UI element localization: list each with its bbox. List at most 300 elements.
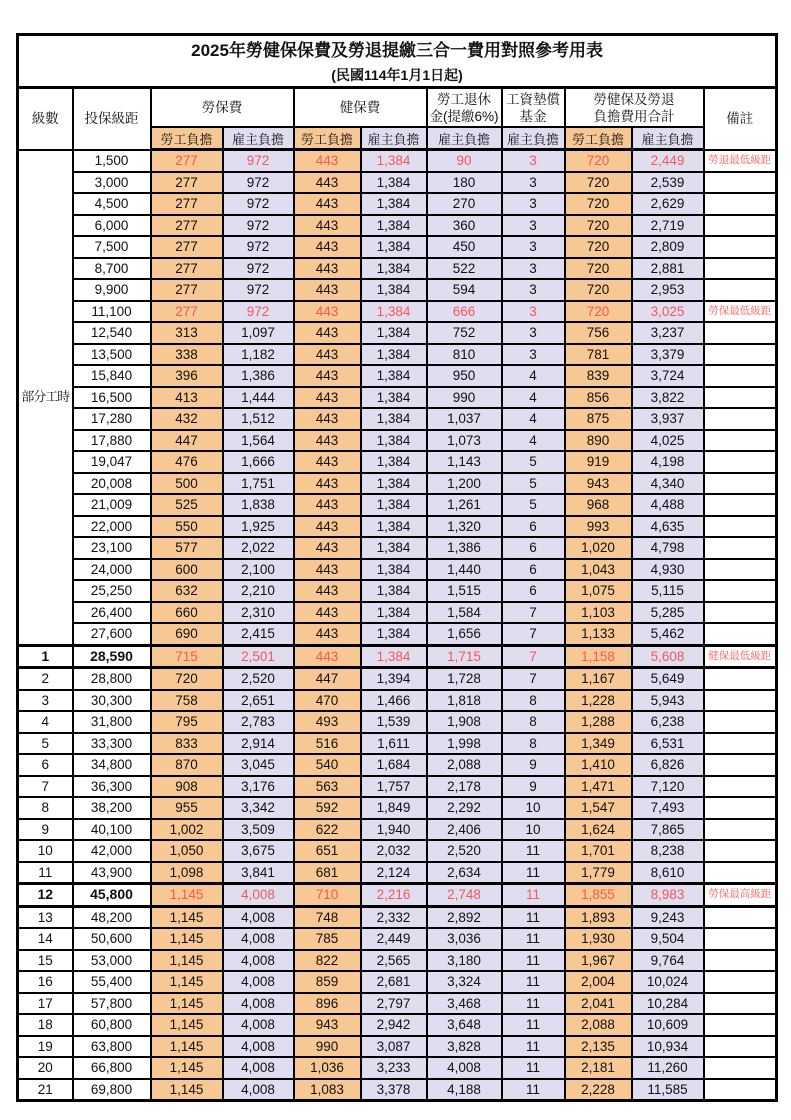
wage-fund-employer-cell: 11 xyxy=(502,884,565,907)
pension-label-line2: 金(提繳6%) xyxy=(429,108,499,124)
total-employer-cell: 5,462 xyxy=(632,623,704,645)
wage-fund-employer-cell: 7 xyxy=(502,602,565,624)
table-row xyxy=(18,236,777,258)
labor-employee-cell: 1,098 xyxy=(151,862,223,884)
pension-employer-cell: 1,584 xyxy=(427,602,502,624)
labor-employee-cell: 690 xyxy=(151,623,223,645)
total-employee-cell: 993 xyxy=(565,516,632,538)
pension-employer-cell: 2,748 xyxy=(427,884,502,907)
health-employer-cell: 2,565 xyxy=(361,950,427,972)
health-employee-cell: 443 xyxy=(294,623,361,645)
subheader-pension-employer: 雇主負擔 xyxy=(427,127,502,150)
remark-cell xyxy=(704,840,777,862)
remark-cell xyxy=(704,1057,777,1079)
table-row xyxy=(18,928,777,950)
remark-cell xyxy=(704,623,777,645)
wage-fund-label-line1: 工資墊償 xyxy=(506,91,560,107)
total-label-line1: 勞健保及勞退 xyxy=(593,91,675,107)
table-row xyxy=(18,279,777,301)
level-cell: 9 xyxy=(18,819,73,841)
level-cell: 11 xyxy=(18,862,73,884)
labor-employer-cell: 1,444 xyxy=(223,387,294,409)
remark-cell xyxy=(704,451,777,473)
bracket-cell: 9,900 xyxy=(73,279,151,301)
wage-fund-employer-cell: 4 xyxy=(502,430,565,452)
health-employer-cell: 2,032 xyxy=(361,840,427,862)
total-employer-cell: 10,934 xyxy=(632,1036,704,1058)
wage-fund-employer-cell: 11 xyxy=(502,950,565,972)
health-employer-cell: 1,384 xyxy=(361,516,427,538)
total-employer-cell: 4,025 xyxy=(632,430,704,452)
total-employer-cell: 5,285 xyxy=(632,602,704,624)
remark-cell xyxy=(704,1036,777,1058)
remark-cell xyxy=(704,193,777,215)
total-employee-cell: 1,228 xyxy=(565,690,632,712)
total-employer-cell: 4,798 xyxy=(632,537,704,559)
labor-employer-cell: 3,841 xyxy=(223,862,294,884)
health-employer-cell: 2,797 xyxy=(361,993,427,1015)
health-employer-cell: 1,940 xyxy=(361,819,427,841)
pension-employer-cell: 2,406 xyxy=(427,819,502,841)
total-employer-cell: 2,953 xyxy=(632,279,704,301)
table-row xyxy=(18,322,777,344)
labor-employee-cell: 1,145 xyxy=(151,906,223,928)
remark-cell xyxy=(704,322,777,344)
bracket-cell: 33,300 xyxy=(73,733,151,755)
remark-cell xyxy=(704,950,777,972)
total-employer-cell: 2,449 xyxy=(632,150,704,172)
level-cell: 7 xyxy=(18,776,73,798)
labor-employer-cell: 2,520 xyxy=(223,668,294,690)
labor-employee-cell: 277 xyxy=(151,193,223,215)
labor-employee-cell: 338 xyxy=(151,344,223,366)
wage-fund-employer-cell: 7 xyxy=(502,623,565,645)
remark-cell: 勞退最低級距 xyxy=(704,150,777,172)
pension-employer-cell: 270 xyxy=(427,193,502,215)
bracket-cell: 8,700 xyxy=(73,258,151,280)
bracket-cell: 25,250 xyxy=(73,580,151,602)
bracket-cell: 20,008 xyxy=(73,473,151,495)
pension-employer-cell: 1,143 xyxy=(427,451,502,473)
subheader-total-employer: 雇主負擔 xyxy=(632,127,704,150)
bracket-cell: 43,900 xyxy=(73,862,151,884)
total-employee-cell: 856 xyxy=(565,387,632,409)
labor-employee-cell: 277 xyxy=(151,172,223,194)
pension-employer-cell: 522 xyxy=(427,258,502,280)
total-employer-cell: 6,531 xyxy=(632,733,704,755)
labor-employer-cell: 3,176 xyxy=(223,776,294,798)
wage-fund-employer-cell: 3 xyxy=(502,172,565,194)
pension-employer-cell: 3,036 xyxy=(427,928,502,950)
labor-employer-cell: 3,045 xyxy=(223,754,294,776)
table-row xyxy=(18,819,777,841)
total-employee-cell: 1,701 xyxy=(565,840,632,862)
pension-employer-cell: 90 xyxy=(427,150,502,172)
level-cell: 10 xyxy=(18,840,73,862)
total-employer-cell: 7,493 xyxy=(632,797,704,819)
health-employee-cell: 443 xyxy=(294,494,361,516)
labor-employer-cell: 4,008 xyxy=(223,884,294,907)
bracket-cell: 57,800 xyxy=(73,993,151,1015)
labor-employer-cell: 1,666 xyxy=(223,451,294,473)
health-employee-cell: 1,083 xyxy=(294,1079,361,1101)
total-employee-cell: 1,471 xyxy=(565,776,632,798)
labor-employer-cell: 2,415 xyxy=(223,623,294,645)
remark-cell xyxy=(704,711,777,733)
health-employee-cell: 896 xyxy=(294,993,361,1015)
table-row xyxy=(18,623,777,645)
health-employee-cell: 443 xyxy=(294,516,361,538)
pension-employer-cell: 4,008 xyxy=(427,1057,502,1079)
total-employee-cell: 720 xyxy=(565,172,632,194)
health-employer-cell: 1,539 xyxy=(361,711,427,733)
labor-employer-cell: 2,783 xyxy=(223,711,294,733)
wage-fund-employer-cell: 11 xyxy=(502,993,565,1015)
health-employer-cell: 1,384 xyxy=(361,387,427,409)
labor-employee-cell: 908 xyxy=(151,776,223,798)
labor-employee-cell: 476 xyxy=(151,451,223,473)
labor-employer-cell: 1,097 xyxy=(223,322,294,344)
pension-employer-cell: 666 xyxy=(427,301,502,323)
total-employee-cell: 968 xyxy=(565,494,632,516)
labor-employer-cell: 3,509 xyxy=(223,819,294,841)
health-employee-cell: 470 xyxy=(294,690,361,712)
wage-fund-employer-cell: 6 xyxy=(502,580,565,602)
wage-fund-employer-cell: 5 xyxy=(502,451,565,473)
labor-employer-cell: 972 xyxy=(223,301,294,323)
wage-fund-employer-cell: 5 xyxy=(502,494,565,516)
total-employee-cell: 1,043 xyxy=(565,559,632,581)
health-employer-cell: 1,466 xyxy=(361,690,427,712)
labor-employee-cell: 277 xyxy=(151,301,223,323)
health-employer-cell: 1,384 xyxy=(361,494,427,516)
total-employee-cell: 1,158 xyxy=(565,645,632,668)
pension-employer-cell: 810 xyxy=(427,344,502,366)
total-employer-cell: 10,284 xyxy=(632,993,704,1015)
health-employer-cell: 1,384 xyxy=(361,602,427,624)
total-employer-cell: 11,260 xyxy=(632,1057,704,1079)
wage-fund-employer-cell: 4 xyxy=(502,387,565,409)
col-header-remark: 備註 xyxy=(704,88,777,150)
total-employee-cell: 2,088 xyxy=(565,1014,632,1036)
table-row xyxy=(18,950,777,972)
remark-cell xyxy=(704,215,777,237)
wage-fund-employer-cell: 6 xyxy=(502,559,565,581)
health-employer-cell: 1,384 xyxy=(361,236,427,258)
health-employer-cell: 2,681 xyxy=(361,971,427,993)
labor-employee-cell: 277 xyxy=(151,215,223,237)
labor-employee-cell: 1,145 xyxy=(151,971,223,993)
subheader-fund-employer: 雇主負擔 xyxy=(502,127,565,150)
health-employer-cell: 1,384 xyxy=(361,279,427,301)
remark-cell xyxy=(704,776,777,798)
bracket-cell: 7,500 xyxy=(73,236,151,258)
health-employer-cell: 1,384 xyxy=(361,451,427,473)
labor-employee-cell: 1,145 xyxy=(151,1014,223,1036)
health-employer-cell: 1,611 xyxy=(361,733,427,755)
total-employer-cell: 10,609 xyxy=(632,1014,704,1036)
table-row xyxy=(18,1036,777,1058)
health-employer-cell: 1,384 xyxy=(361,365,427,387)
pension-employer-cell: 2,088 xyxy=(427,754,502,776)
table-row xyxy=(18,668,777,690)
bracket-cell: 17,280 xyxy=(73,408,151,430)
labor-employer-cell: 1,564 xyxy=(223,430,294,452)
labor-employer-cell: 1,925 xyxy=(223,516,294,538)
health-employee-cell: 443 xyxy=(294,258,361,280)
pension-employer-cell: 1,515 xyxy=(427,580,502,602)
remark-cell xyxy=(704,537,777,559)
pension-employer-cell: 1,656 xyxy=(427,623,502,645)
wage-fund-employer-cell: 11 xyxy=(502,1014,565,1036)
remark-cell xyxy=(704,279,777,301)
health-employer-cell: 1,384 xyxy=(361,645,427,668)
labor-employer-cell: 1,751 xyxy=(223,473,294,495)
table-row xyxy=(18,1057,777,1079)
health-employer-cell: 1,384 xyxy=(361,215,427,237)
level-cell: 21 xyxy=(18,1079,73,1101)
health-employer-cell: 3,233 xyxy=(361,1057,427,1079)
labor-employee-cell: 715 xyxy=(151,645,223,668)
remark-cell xyxy=(704,1079,777,1101)
pension-employer-cell: 3,180 xyxy=(427,950,502,972)
labor-employer-cell: 1,182 xyxy=(223,344,294,366)
table-row xyxy=(18,516,777,538)
wage-fund-employer-cell: 11 xyxy=(502,906,565,928)
table-row xyxy=(18,580,777,602)
total-employee-cell: 2,228 xyxy=(565,1079,632,1101)
pension-employer-cell: 1,320 xyxy=(427,516,502,538)
level-cell: 2 xyxy=(18,668,73,690)
bracket-cell: 63,800 xyxy=(73,1036,151,1058)
health-employee-cell: 785 xyxy=(294,928,361,950)
table-row xyxy=(18,559,777,581)
bracket-cell: 12,540 xyxy=(73,322,151,344)
labor-employer-cell: 2,210 xyxy=(223,580,294,602)
health-employee-cell: 443 xyxy=(294,387,361,409)
table-row xyxy=(18,193,777,215)
remark-cell xyxy=(704,754,777,776)
labor-employee-cell: 1,002 xyxy=(151,819,223,841)
labor-employee-cell: 1,145 xyxy=(151,1057,223,1079)
table-row xyxy=(18,884,777,907)
total-employer-cell: 2,719 xyxy=(632,215,704,237)
wage-fund-employer-cell: 9 xyxy=(502,776,565,798)
remark-cell xyxy=(704,387,777,409)
labor-employee-cell: 660 xyxy=(151,602,223,624)
wage-fund-employer-cell: 8 xyxy=(502,690,565,712)
wage-fund-employer-cell: 3 xyxy=(502,193,565,215)
remark-cell xyxy=(704,862,777,884)
pension-employer-cell: 450 xyxy=(427,236,502,258)
table-row xyxy=(18,711,777,733)
table-row xyxy=(18,1079,777,1101)
total-employee-cell: 2,181 xyxy=(565,1057,632,1079)
total-employer-cell: 8,983 xyxy=(632,884,704,907)
wage-fund-employer-cell: 10 xyxy=(502,797,565,819)
health-employer-cell: 1,384 xyxy=(361,172,427,194)
remark-cell: 健保最低級距 xyxy=(704,645,777,668)
health-employee-cell: 681 xyxy=(294,862,361,884)
total-employer-cell: 4,488 xyxy=(632,494,704,516)
health-employer-cell: 1,849 xyxy=(361,797,427,819)
title-cell xyxy=(18,35,777,88)
bracket-cell: 21,009 xyxy=(73,494,151,516)
bracket-cell: 15,840 xyxy=(73,365,151,387)
pension-employer-cell: 752 xyxy=(427,322,502,344)
level-cell: 18 xyxy=(18,1014,73,1036)
wage-fund-employer-cell: 4 xyxy=(502,365,565,387)
level-cell: 13 xyxy=(18,906,73,928)
remark-cell xyxy=(704,993,777,1015)
total-employee-cell: 1,167 xyxy=(565,668,632,690)
level-cell: 14 xyxy=(18,928,73,950)
wage-fund-employer-cell: 9 xyxy=(502,754,565,776)
remark-cell xyxy=(704,365,777,387)
labor-employer-cell: 4,008 xyxy=(223,950,294,972)
pension-employer-cell: 950 xyxy=(427,365,502,387)
subheader-health-employer: 雇主負擔 xyxy=(361,127,427,150)
health-employee-cell: 443 xyxy=(294,193,361,215)
total-employer-cell: 9,243 xyxy=(632,906,704,928)
labor-employee-cell: 413 xyxy=(151,387,223,409)
total-employer-cell: 10,024 xyxy=(632,971,704,993)
labor-employer-cell: 4,008 xyxy=(223,1079,294,1101)
labor-employer-cell: 2,022 xyxy=(223,537,294,559)
total-employee-cell: 720 xyxy=(565,236,632,258)
total-employee-cell: 2,135 xyxy=(565,1036,632,1058)
table-row xyxy=(18,150,777,172)
health-employee-cell: 859 xyxy=(294,971,361,993)
total-employer-cell: 5,115 xyxy=(632,580,704,602)
health-employee-cell: 651 xyxy=(294,840,361,862)
health-employer-cell: 1,384 xyxy=(361,193,427,215)
health-employee-cell: 443 xyxy=(294,344,361,366)
total-employee-cell: 720 xyxy=(565,301,632,323)
health-employee-cell: 443 xyxy=(294,473,361,495)
labor-employee-cell: 277 xyxy=(151,258,223,280)
labor-employer-cell: 1,386 xyxy=(223,365,294,387)
table-row xyxy=(18,690,777,712)
labor-employer-cell: 972 xyxy=(223,215,294,237)
labor-employee-cell: 600 xyxy=(151,559,223,581)
remark-cell xyxy=(704,1014,777,1036)
page-title: 2025年勞健保保費及勞退提繳三合一費用對照參考用表 xyxy=(191,41,603,60)
table-row xyxy=(18,971,777,993)
total-employer-cell: 3,237 xyxy=(632,322,704,344)
health-employee-cell: 943 xyxy=(294,1014,361,1036)
level-cell: 3 xyxy=(18,690,73,712)
labor-employee-cell: 313 xyxy=(151,322,223,344)
total-employer-cell: 6,826 xyxy=(632,754,704,776)
pension-employer-cell: 2,634 xyxy=(427,862,502,884)
wage-fund-employer-cell: 11 xyxy=(502,840,565,862)
total-employee-cell: 1,133 xyxy=(565,623,632,645)
remark-cell xyxy=(704,971,777,993)
health-employer-cell: 1,384 xyxy=(361,258,427,280)
bracket-cell: 23,100 xyxy=(73,537,151,559)
col-group-labor-insurance: 勞保費 xyxy=(151,88,294,128)
total-employer-cell: 5,943 xyxy=(632,690,704,712)
bracket-cell: 6,000 xyxy=(73,215,151,237)
table-row xyxy=(18,451,777,473)
pension-employer-cell: 1,037 xyxy=(427,408,502,430)
labor-employer-cell: 4,008 xyxy=(223,906,294,928)
group-header-row xyxy=(18,88,777,128)
labor-employer-cell: 2,914 xyxy=(223,733,294,755)
health-employee-cell: 516 xyxy=(294,733,361,755)
labor-employer-cell: 2,310 xyxy=(223,602,294,624)
health-employer-cell: 2,124 xyxy=(361,862,427,884)
total-employer-cell: 4,635 xyxy=(632,516,704,538)
level-cell: 20 xyxy=(18,1057,73,1079)
remark-cell xyxy=(704,580,777,602)
pension-employer-cell: 2,892 xyxy=(427,906,502,928)
remark-cell xyxy=(704,906,777,928)
total-employer-cell: 7,865 xyxy=(632,819,704,841)
pension-employer-cell: 3,648 xyxy=(427,1014,502,1036)
pension-employer-cell: 1,715 xyxy=(427,645,502,668)
labor-employee-cell: 1,145 xyxy=(151,928,223,950)
wage-fund-employer-cell: 3 xyxy=(502,301,565,323)
remark-cell xyxy=(704,559,777,581)
subheader-labor-employer: 雇主負擔 xyxy=(223,127,294,150)
pension-employer-cell: 3,324 xyxy=(427,971,502,993)
health-employee-cell: 990 xyxy=(294,1036,361,1058)
health-employee-cell: 443 xyxy=(294,451,361,473)
bracket-cell: 31,800 xyxy=(73,711,151,733)
health-employee-cell: 443 xyxy=(294,365,361,387)
table-row xyxy=(18,430,777,452)
title-row xyxy=(18,35,777,88)
wage-fund-label-line2: 基金 xyxy=(519,108,547,124)
health-employer-cell: 1,384 xyxy=(361,408,427,430)
health-employer-cell: 1,384 xyxy=(361,559,427,581)
table-row xyxy=(18,797,777,819)
bracket-cell: 22,000 xyxy=(73,516,151,538)
subheader-health-employee: 勞工負擔 xyxy=(294,127,361,150)
health-employee-cell: 493 xyxy=(294,711,361,733)
level-cell: 1 xyxy=(18,645,73,668)
total-employee-cell: 1,410 xyxy=(565,754,632,776)
table-body xyxy=(18,150,777,1101)
health-employee-cell: 443 xyxy=(294,537,361,559)
health-employee-cell: 592 xyxy=(294,797,361,819)
bracket-cell: 28,800 xyxy=(73,668,151,690)
wage-fund-employer-cell: 3 xyxy=(502,215,565,237)
health-employee-cell: 443 xyxy=(294,408,361,430)
health-employee-cell: 443 xyxy=(294,602,361,624)
health-employee-cell: 443 xyxy=(294,236,361,258)
labor-employee-cell: 277 xyxy=(151,150,223,172)
level-cell: 4 xyxy=(18,711,73,733)
table-row xyxy=(18,993,777,1015)
table-row xyxy=(18,906,777,928)
bracket-cell: 38,200 xyxy=(73,797,151,819)
bracket-cell: 28,590 xyxy=(73,645,151,668)
wage-fund-employer-cell: 11 xyxy=(502,971,565,993)
health-employee-cell: 443 xyxy=(294,322,361,344)
health-employee-cell: 443 xyxy=(294,580,361,602)
col-header-bracket: 投保級距 xyxy=(73,88,151,150)
total-employee-cell: 1,103 xyxy=(565,602,632,624)
pension-employer-cell: 1,998 xyxy=(427,733,502,755)
remark-cell xyxy=(704,516,777,538)
remark-cell xyxy=(704,344,777,366)
health-employee-cell: 443 xyxy=(294,172,361,194)
bracket-cell: 36,300 xyxy=(73,776,151,798)
group-label-cell: 部分工時 xyxy=(18,150,73,646)
